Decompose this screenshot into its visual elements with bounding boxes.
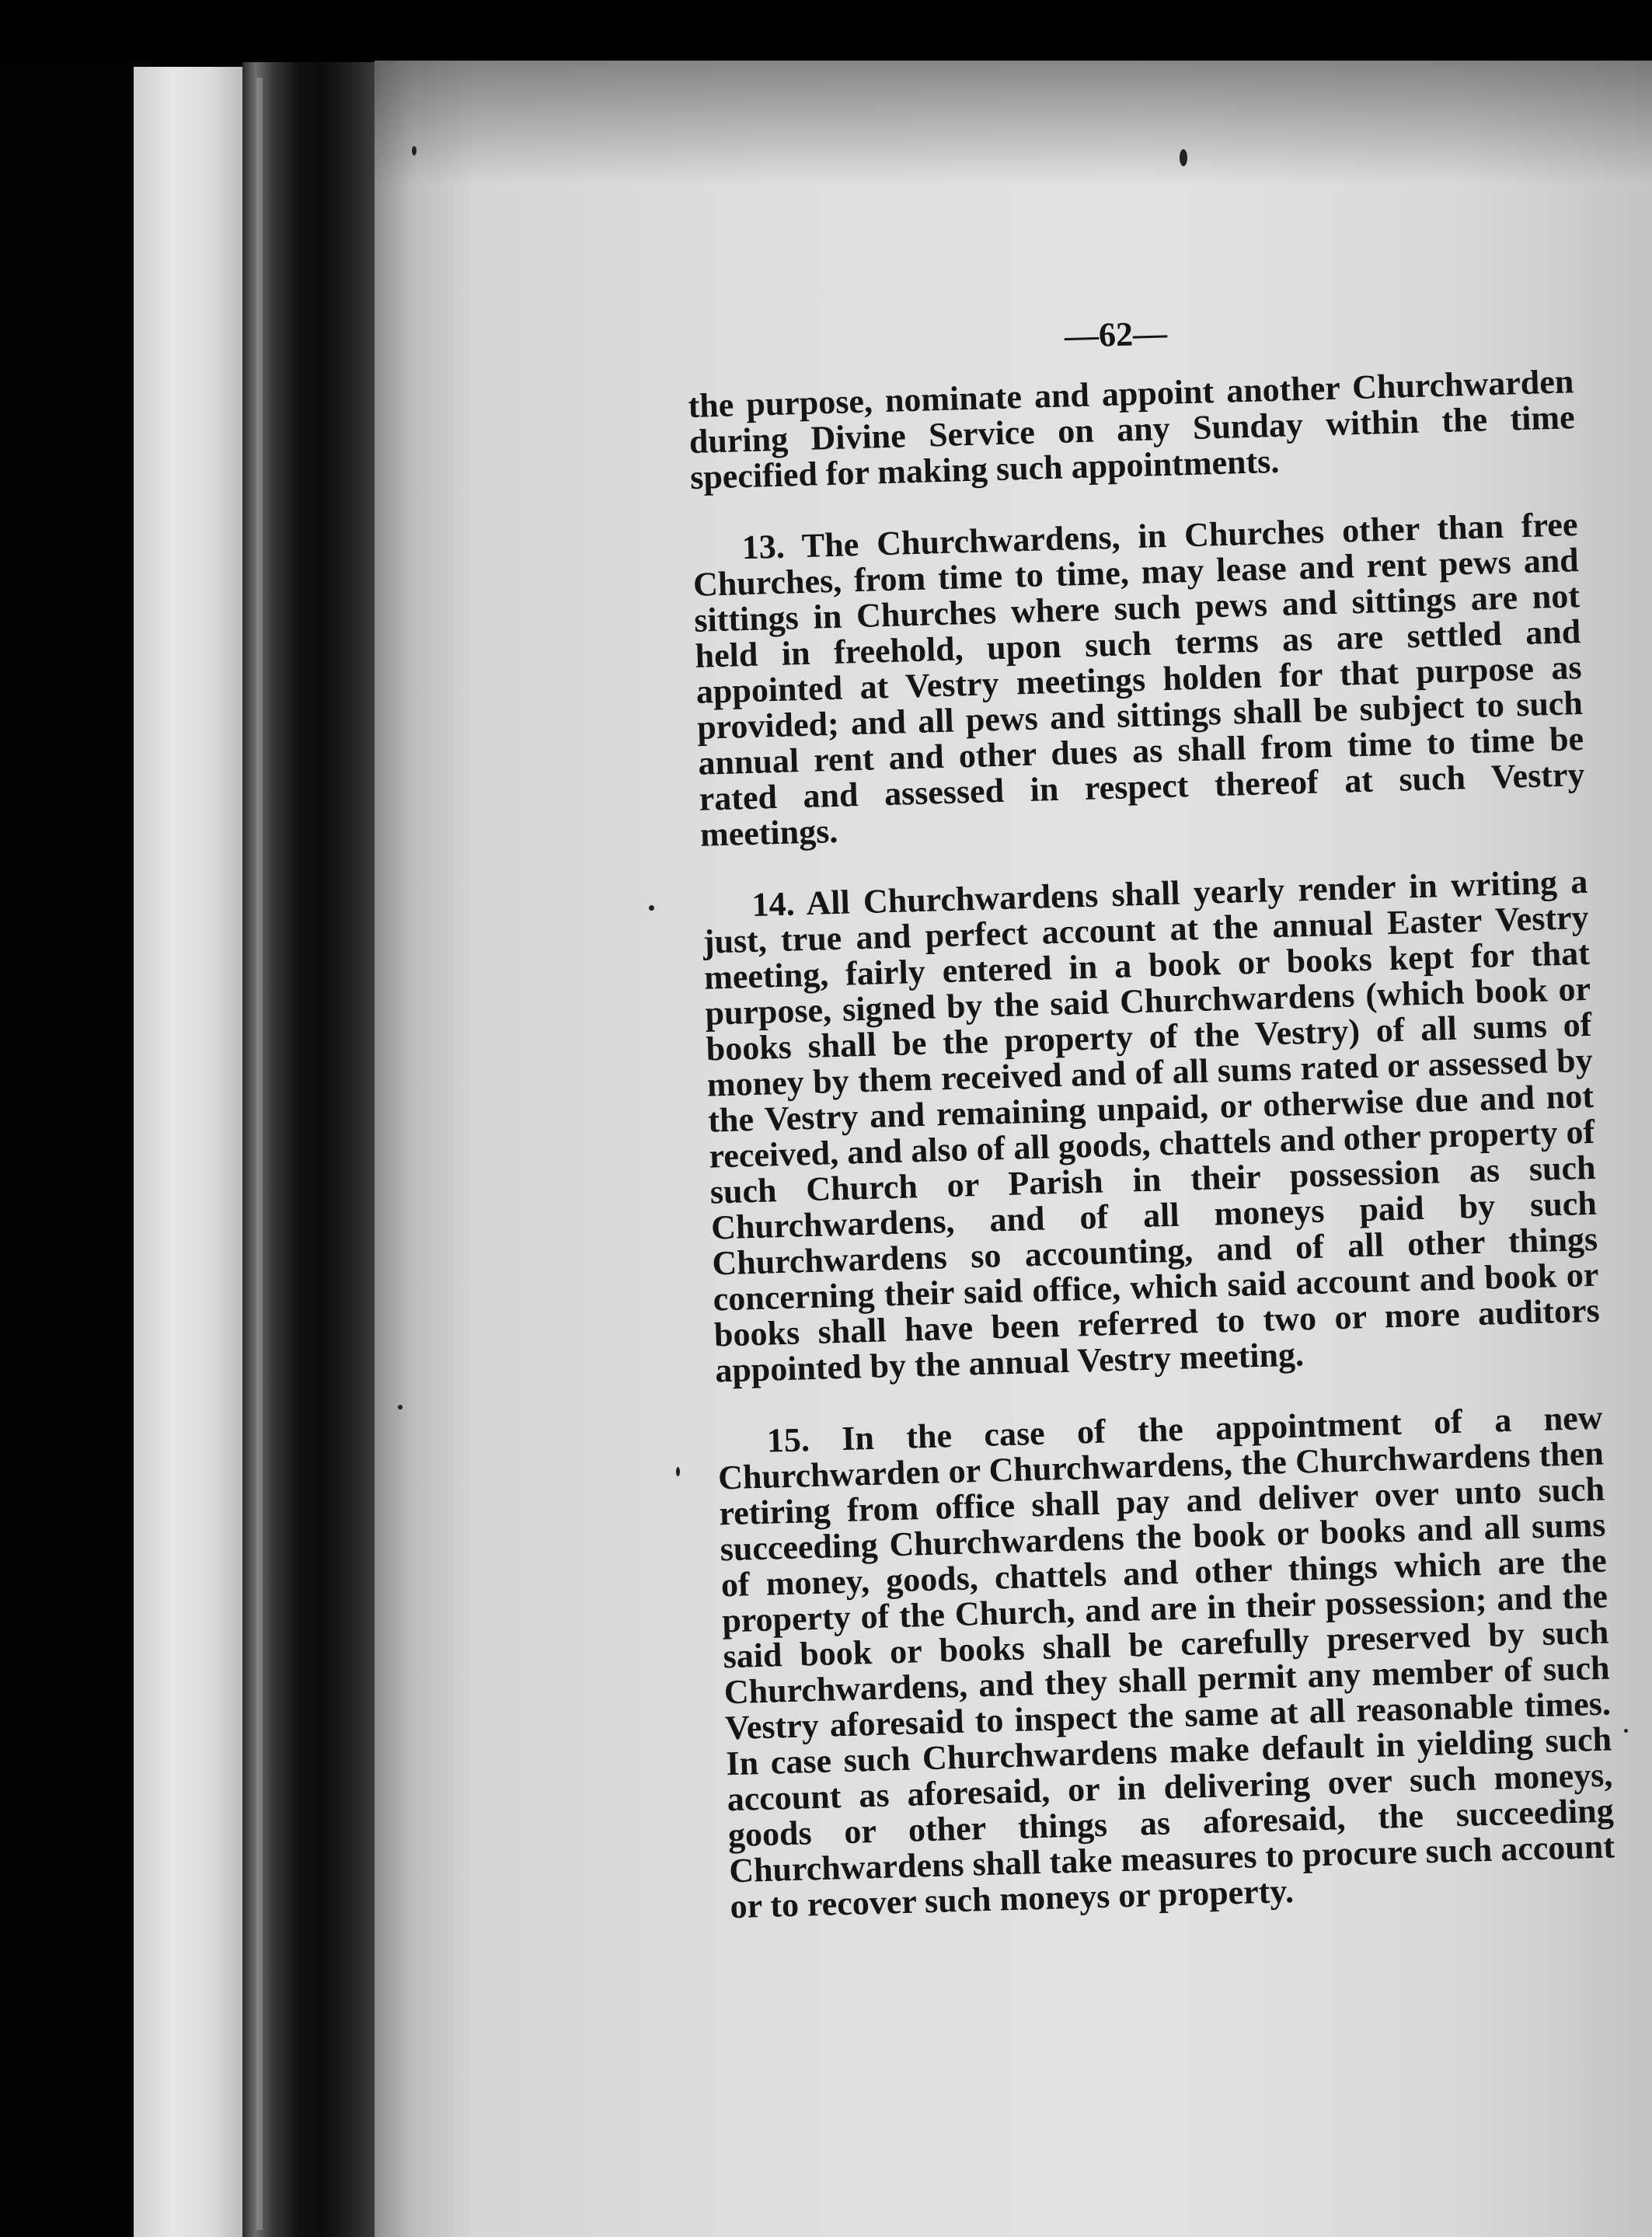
- dust-speck: [412, 146, 416, 155]
- paragraph-section-15: 15. In the case of the appointment of a new Churchwarden or Churchwardens, the Churchwardens then retiring from office shall pay and deliver over unto such succeeding Churchwardens the book or books and all sums of money, goods, chattels and other things which are the property of the Church, and are in their possession; and the said book or books shall be carefully preserved by such Churchwardens, and they shall permit any member of such Vestry aforesaid to inspect the same at all reasonable times. In case such Churchwardens make default in yielding such account as aforesaid, or in delivering over such moneys, goods or other things as aforesaid, the succeeding Churchwardens shall take measures to procure such account or to recover such moneys or property.: [717, 1398, 1615, 1926]
- page-number: —62—: [1064, 314, 1168, 355]
- dust-speck: [398, 1405, 403, 1409]
- flyleaf-edge: [134, 67, 242, 2237]
- paragraph-section-14: 14. All Churchwardens shall yearly render in writing a just, true and perfect account at the annual Easter Vestry meeting, fairly entered in a book or books kept for that purpose, signed by the said Churchwardens (which book or books shall be the property of the Vestry) of all sums of money by them received and of all sums rated or assessed by the Vestry and remaining unpaid, or otherwise due and not received, and also of all goods, chattels and other property of such Church or Parish in their possession as such Churchwardens, and of all moneys paid by such Churchwardens so accounting, and of all other things concerning their said office, which said account and book or books shall have been referred to two or more auditors appointed by the annual Vestry meeting.: [702, 862, 1601, 1390]
- binding-highlight: [256, 78, 263, 2230]
- page-shadow: [375, 61, 1652, 185]
- scan-top-border: [0, 0, 1652, 62]
- dust-speck: [1624, 1729, 1628, 1733]
- paragraph-section-13: 13. The Churchwardens, in Churches other than free Churches, from time to time, may lease and rent pews and sittings in Churches where such pews and sittings are not held in freehold, upon such terms as are settled and appointed at Vestry meetings holden for that purpose as provided; and all pews and sittings shall be subject to such annual rent and other dues as shall from time to time be rated and assessed in respect thereof at such Vestry meetings.: [692, 505, 1585, 854]
- dust-speck: [649, 905, 654, 911]
- dust-speck: [1180, 149, 1187, 166]
- document-body: [688, 364, 1616, 1925]
- paragraph-continuation: the purpose, nominate and appoint another Churchwarden during Divine Service on any Sunday within the time specified for making such appointments.: [687, 362, 1576, 497]
- dust-speck: [676, 1467, 680, 1476]
